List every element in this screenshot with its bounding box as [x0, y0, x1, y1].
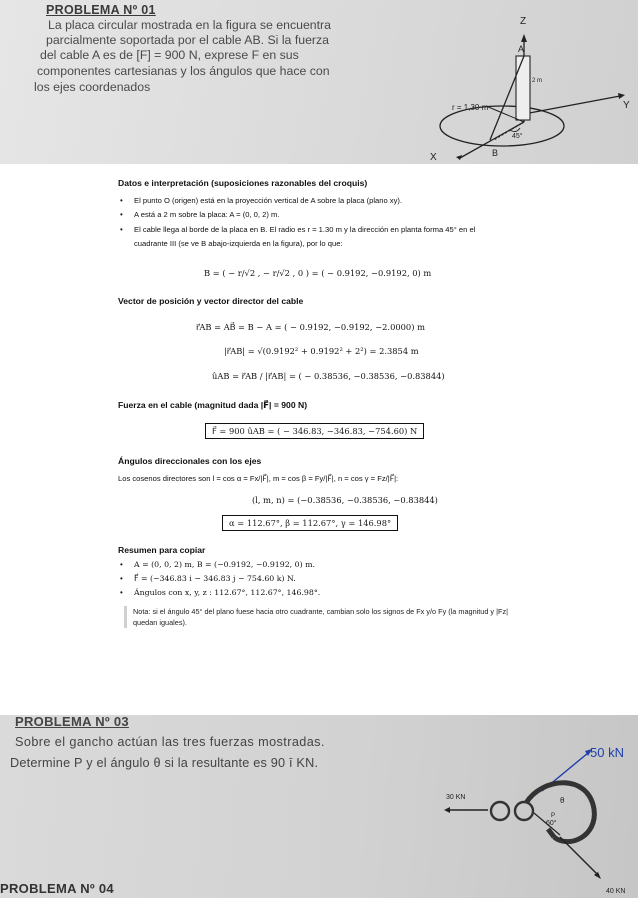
- problem-3-title: PROBLEMA Nº 03: [15, 715, 129, 729]
- z-arrowhead: [521, 34, 527, 42]
- hook-figure: [430, 733, 638, 898]
- support-post: [516, 56, 530, 120]
- problem-4-title: PROBLEMA Nº 04: [0, 881, 114, 896]
- boxed-force-result: F⃗ = 900 ûAB = ( − 346.83, −346.83, −754.60) N: [205, 423, 424, 439]
- direction-cosines-text: Los cosenos directores son l = cos α = Fx/|F⃗|, m = cos β = Fy/|F⃗|, n = cos γ = Fz/|F⃗|:: [118, 474, 399, 483]
- problem-3-scan: [0, 715, 638, 898]
- bullet: •: [120, 225, 123, 234]
- force-50-label: 50 kN: [590, 745, 624, 760]
- force-40-label: 40 KN: [606, 888, 626, 895]
- solution-document: [0, 164, 638, 715]
- statement-line: La placa circular mostrada en la figura se encuentra: [48, 18, 331, 32]
- section-vector-title: Vector de posición y vector director del cable: [118, 296, 304, 306]
- p-label: P: [551, 813, 556, 819]
- problem-1-scan: [0, 0, 638, 164]
- problem-3-line-2: Determine P y el ángulo θ si la resultante es 90 ī KN.: [10, 756, 319, 770]
- z-label: Z: [520, 16, 527, 27]
- force-40-arrow: [560, 837, 598, 875]
- summary-item-3: Ángulos con x, y, z : 112.67°, 112.67°, 146.98°.: [134, 588, 321, 597]
- circular-plate-figure: [420, 10, 638, 164]
- ring-left: [491, 802, 509, 820]
- bullet: •: [120, 560, 123, 569]
- statement-line: componentes cartesianas y los ángulos que hace con: [37, 64, 330, 78]
- equation-unit-vector: ûAB = r⃗AB / |r⃗AB| = ( − 0.38536, −0.38536, −0.83844): [212, 371, 445, 381]
- data-bullet-3: El cable llega al borde de la placa en B. El radio es r = 1.30 m y la dirección en planta forma 45° en el: [134, 225, 476, 234]
- section-angles-title: Ángulos direccionales con los ejes: [118, 456, 262, 466]
- data-bullet-1: El punto O (origen) está en la proyección vertical de A sobre la placa (plano xy).: [134, 196, 403, 205]
- bullet: •: [120, 574, 123, 583]
- point-a-label: A: [518, 44, 525, 54]
- note-block: Nota: si el ángulo 45° del plano fuese hacia otro cuadrante, cambian solo los signos de Fx y/o Fy (la magnitud y |Fz| quedan iguales).: [124, 606, 533, 628]
- theta-label: θ: [560, 796, 565, 805]
- statement-line: parcialmente soportada por el cable AB. Si la fuerza: [46, 33, 329, 47]
- force-30-arrowhead: [444, 807, 450, 813]
- y-arrowhead: [618, 93, 625, 99]
- statement-line: del cable A es de [F] = 900 N, exprese F en sus: [40, 48, 299, 62]
- y-label: Y: [623, 100, 630, 111]
- problem-1-title: PROBLEMA Nº 01: [46, 3, 156, 17]
- equation-rab: r⃗AB = AB⃗ = B − A = ( − 0.9192, −0.9192, −2.0000) m: [196, 322, 425, 332]
- statement-line: los ejes coordenados: [34, 80, 151, 94]
- equation-lmn: (l, m, n) = (−0.38536, −0.38536, −0.83844): [252, 495, 438, 505]
- point-b-label: B: [492, 148, 499, 158]
- force-30-label: 30 KN: [446, 794, 466, 801]
- angle-label: 45°: [512, 133, 523, 140]
- section-force-title: Fuerza en el cable (magnitud dada |F⃗| = 900 N): [118, 400, 308, 410]
- hook-body: [526, 783, 594, 842]
- summary-item-2: F⃗ = (−346.83 i − 346.83 j − 754.60 k) N.: [134, 574, 296, 583]
- force-40-arrowhead: [594, 872, 601, 879]
- data-bullet-3-cont: cuadrante III (se ve B abajo-izquierda en la figura), por lo que:: [134, 239, 343, 248]
- ring-right: [515, 802, 533, 820]
- boxed-angles-result: α = 112.67°, β = 112.67°, γ = 146.98°: [222, 515, 398, 531]
- y-axis: [524, 96, 620, 114]
- bullet: •: [120, 210, 123, 219]
- summary-item-1: A = (0, 0, 2) m, B = (−0.9192, −0.9192, 0) m.: [134, 560, 315, 569]
- bullet: •: [120, 588, 123, 597]
- bullet: •: [120, 196, 123, 205]
- hook-tip: [548, 829, 554, 837]
- angle-60-label: 60°: [546, 820, 557, 827]
- data-bullet-2: A está a 2 m sobre la placa: A = (0, 0, 2) m.: [134, 210, 280, 219]
- height-label: 2 m: [532, 78, 543, 84]
- equation-point-b: B = ( − r/√2 , − r/√2 , 0 ) = ( − 0.9192, −0.9192, 0) m: [204, 268, 432, 278]
- section-summary-title: Resumen para copiar: [118, 545, 206, 555]
- radius-label: r = 1,30 m: [452, 103, 489, 112]
- section-data-title: Datos e interpretación (suposiciones razonables del croquis): [118, 178, 368, 188]
- equation-magnitude: |r⃗AB| = √(0.9192² + 0.9192² + 2²) = 2.3854 m: [224, 346, 419, 356]
- problem-3-line-1: Sobre el gancho actúan las tres fuerzas mostradas.: [15, 735, 325, 749]
- x-label: X: [430, 152, 437, 163]
